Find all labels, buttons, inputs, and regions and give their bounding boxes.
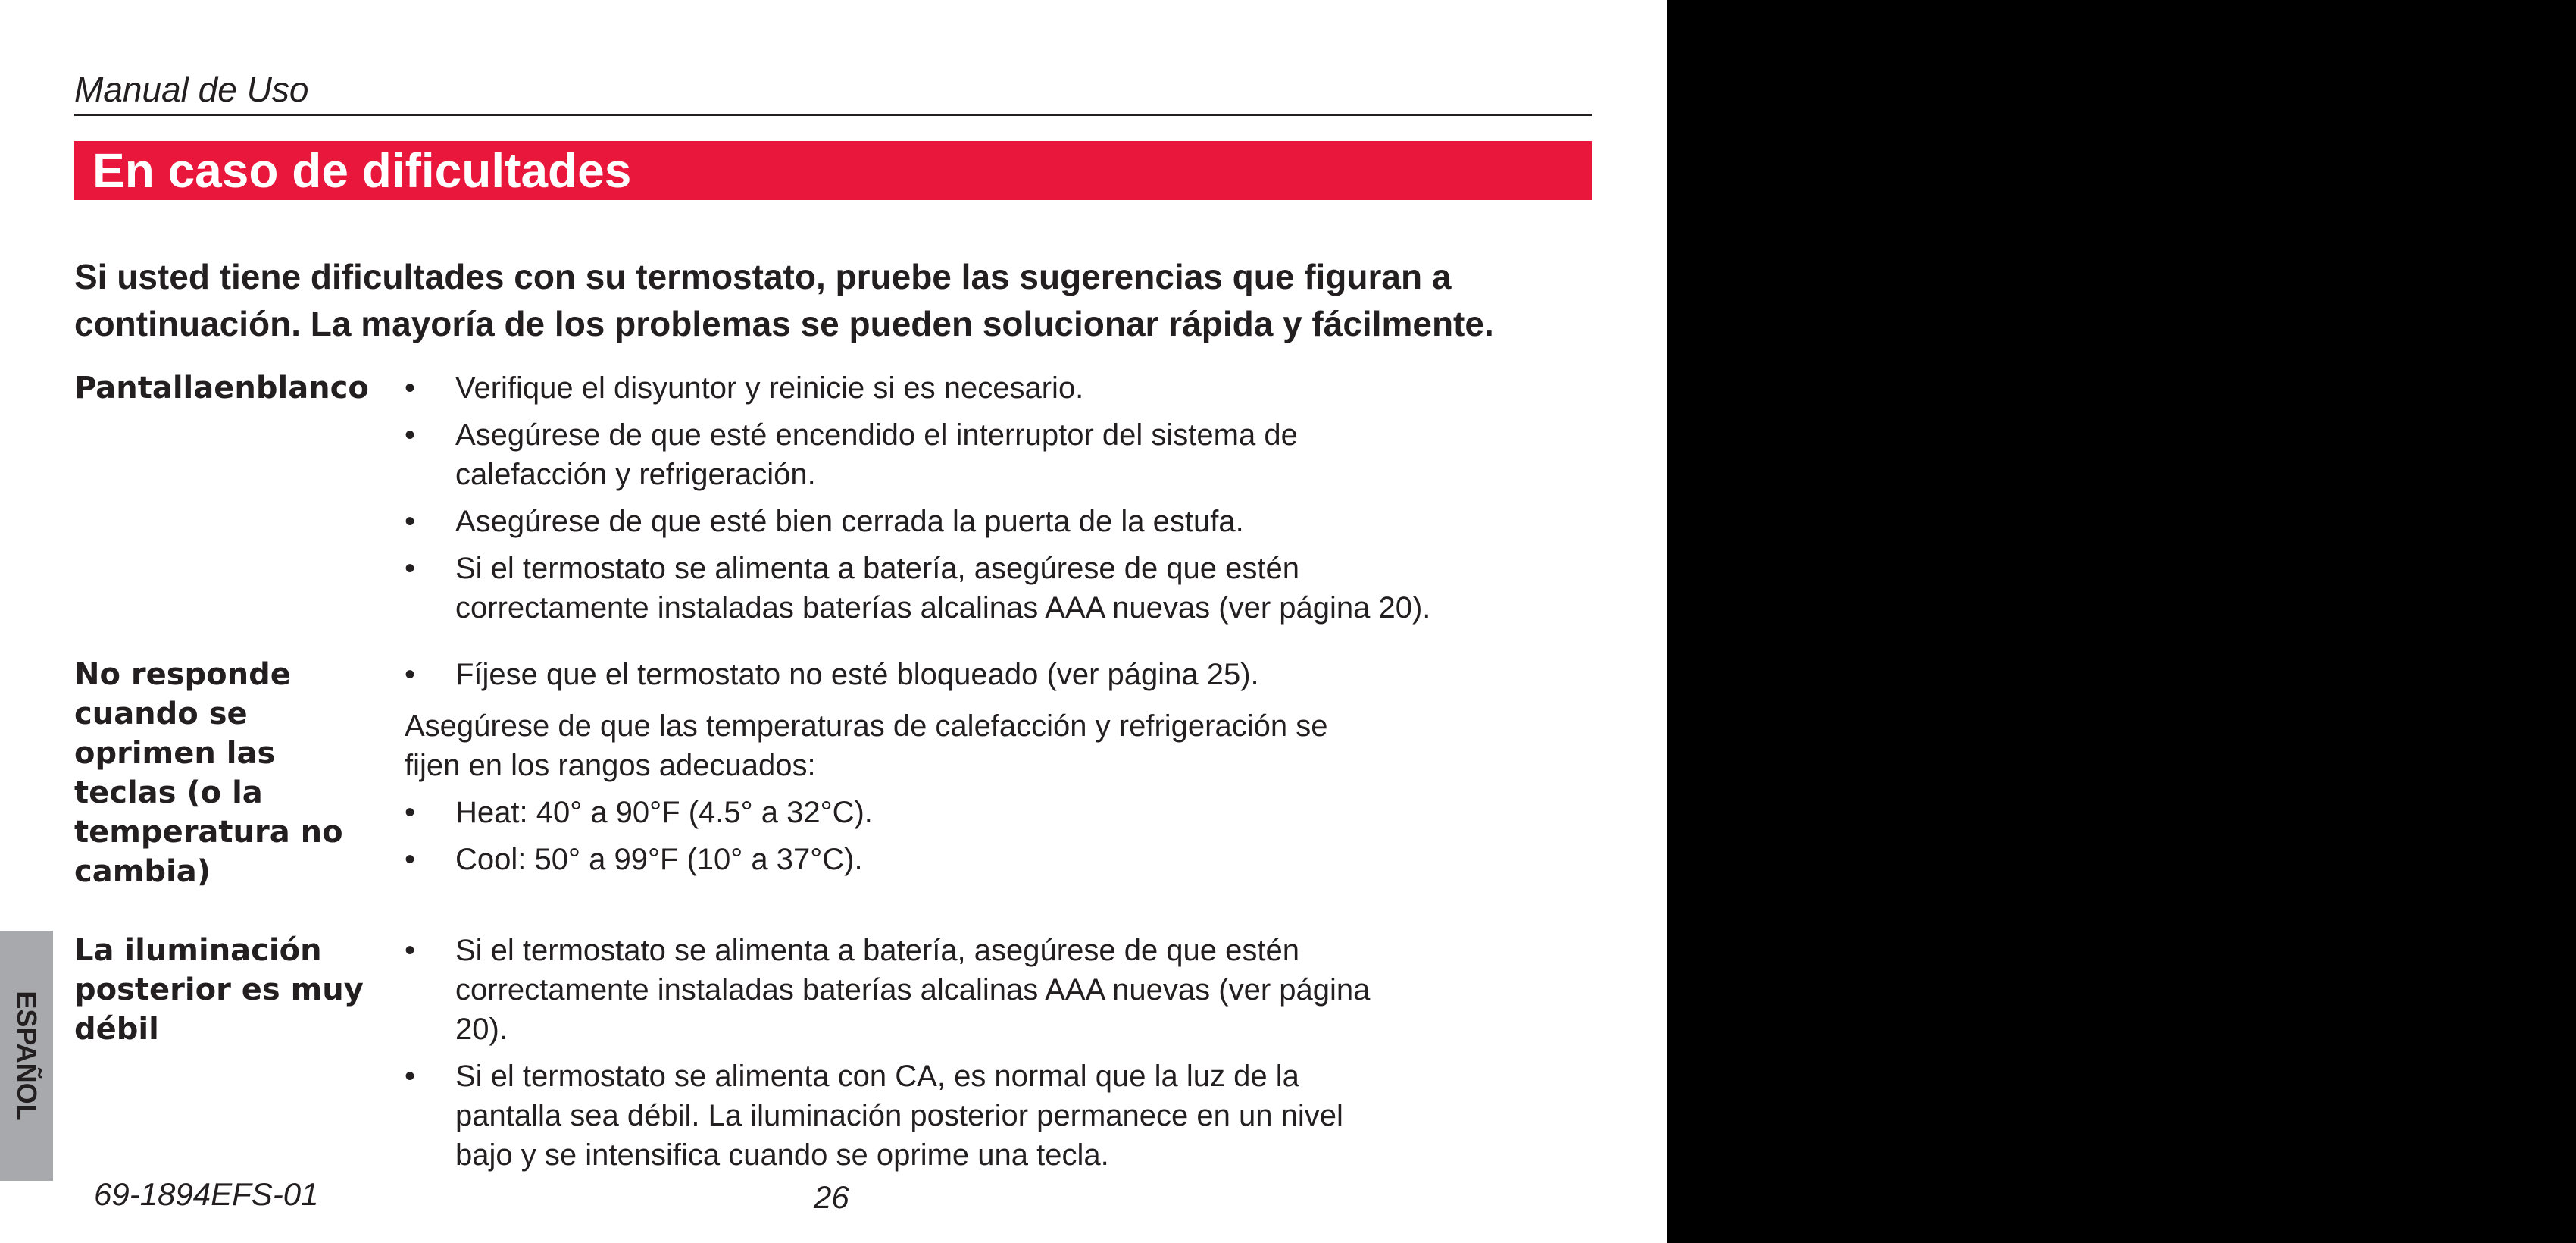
problem-solutions-no-response [405,655,1587,879]
bullet-icon: • [405,658,416,691]
bullet-list [405,793,1587,879]
bullet-icon: • [405,505,416,538]
bullet-icon: • [405,796,416,829]
label-line: temperatura no [74,815,343,850]
bullet-icon: • [405,1060,416,1093]
label-line: teclas (o la [74,775,263,810]
label-line: oprimen las [74,736,276,771]
bullet-item: • Heat: 40° a 90°F (4.5° a 32°C). [405,793,1587,832]
label-line: débil [74,1012,159,1047]
bullet-item: • Verifique el disyuntor y reinicie si es necesario. [405,368,1587,408]
language-side-tab [0,931,53,1181]
problem-label-dim-backlight [74,931,377,1049]
bullet-list [405,368,1587,628]
bullet-item: • Asegúrese de que esté bien cerrada la puerta de la estufa. [405,502,1587,541]
label-line: cambia) [74,854,211,889]
label-line: No responde [74,657,291,692]
bullet-item: • Fíjese que el termostato no esté bloqueado (ver página 25). [405,655,1587,694]
bullet-item: • Si el termostato se alimenta a batería, asegúrese de que estén correctamente instaladas baterías alcalinas AAA nuevas (ver página 20). [405,549,1587,628]
header-divider [74,114,1592,116]
problem-label-blank-screen [74,368,377,408]
label-line: Pantallaenblanco [74,371,369,405]
label-line: posterior es muy [74,972,364,1007]
bullet-icon: • [405,552,416,585]
language-tab-label: ESPAÑOL [11,991,42,1121]
bullet-list [405,655,1587,694]
bullet-item: • Asegúrese de que esté encendido el interruptor del sistema de calefacción y refrigeración. [405,415,1587,494]
instruction-paragraph: Asegúrese de que las temperaturas de calefacción y refrigeración se fijen en los rangos adecuados: [405,709,1328,782]
section-header-bar [74,141,1592,200]
section-title: En caso de dificultades [92,143,632,198]
page-number: 26 [814,1179,849,1215]
document-code: 69-1894EFS-01 [94,1176,319,1212]
bullet-icon: • [405,418,416,452]
intro-line: continuación. La mayoría de los problemas se pueden solucionar rápida y fácilmente. [74,304,1494,343]
bullet-icon: • [405,934,416,967]
bullet-icon: • [405,843,416,876]
bullet-item: • Si el termostato se alimenta con CA, es normal que la luz de la pantalla sea débil. La iluminación posterior permanece en un nivel bajo y se intensifica cuando se oprime una tecla. [405,1057,1587,1175]
bullet-item: • Si el termostato se alimenta a batería, asegúrese de que estén correctamente instaladas baterías alcalinas AAA nuevas (ver página 20). [405,931,1587,1049]
problem-solutions-blank-screen [405,368,1587,628]
header-title: Manual de Uso [74,70,309,109]
intro-paragraph [74,253,1612,347]
label-line: La iluminación [74,933,322,968]
bullet-list [405,931,1587,1175]
bullet-icon: • [405,371,416,405]
problem-label-no-response [74,655,377,891]
problem-solutions-dim-backlight [405,931,1587,1175]
bullet-item: • Cool: 50° a 99°F (10° a 37°C). [405,840,1587,879]
intro-line: Si usted tiene dificultades con su termostato, pruebe las sugerencias que figuran a [74,257,1452,296]
black-background-panel [1667,0,2576,1243]
label-line: cuando se [74,697,248,731]
